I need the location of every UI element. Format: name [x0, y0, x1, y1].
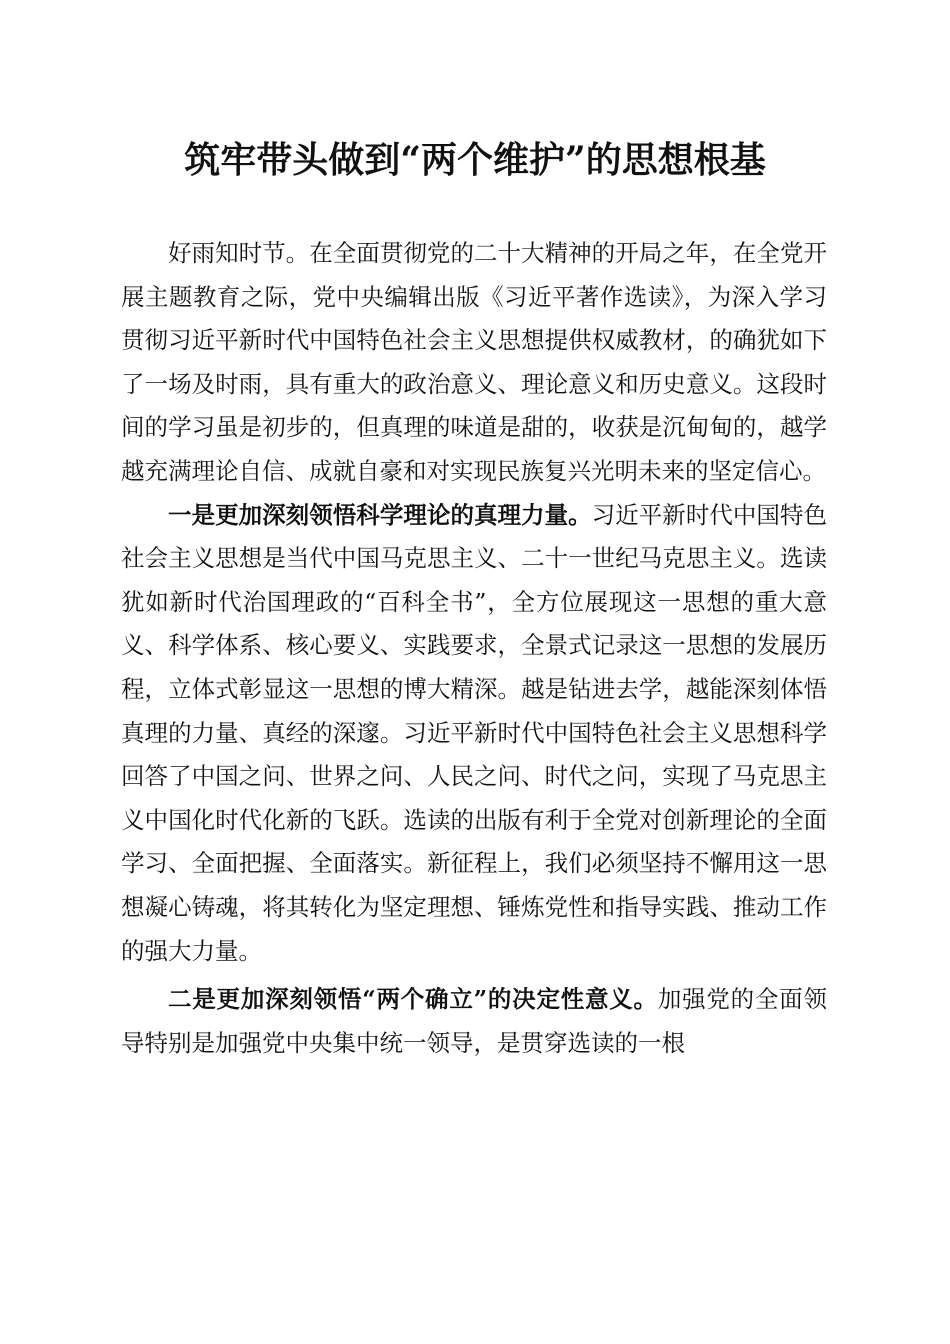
document-body: [121, 232, 827, 1065]
paragraph-point-two: [121, 978, 827, 1065]
paragraph-text: 好雨知时节。在全面贯彻党的二十大精神的开局之年，在全党开展主题教育之际，党中央编辑出版《习近平著作选读》，为深入学习贯彻习近平新时代中国特色社会主义思想提供权威教材，的确犹如下了一场及时雨，具有重大的政治意义、理论意义和历史意义。这段时间的学习虽是初步的，但真理的味道是甜的，收获是沉甸甸的，越学越充满理论自信、成就自豪和对实现民族复兴光明未来的坚定信心。: [121, 239, 827, 485]
paragraph-intro: [121, 232, 827, 494]
document-title: 筑牢带头做到“两个维护”的思想根基: [184, 139, 766, 181]
paragraph-point-one: [121, 494, 827, 974]
paragraph-text: 加强党的全面领导特别是加强党中央集中统一领导，是贯穿选读的一根: [121, 985, 827, 1057]
paragraph-text: 习近平新时代中国特色社会主义思想是当代中国马克思主义、二十一世纪马克思主义。选读犹如新时代治国理政的“百科全书”，全方位展现这一思想的重大意义、科学体系、核心要义、实践要求，全景式记录这一思想的发展历程，立体式彰显这一思想的博大精深。越是钻进去学，越能深刻体悟真理的力量、真经的深邃。习近平新时代中国特色社会主义思想科学回答了中国之问、世界之问、人民之问、时代之问，实现了马克思主义中国化时代化新的飞跃。选读的出版有利于全党对创新理论的全面学习、全面把握、全面落实。新征程上，我们必须坚持不懈用这一思想凝心铸魂，将其转化为坚定理想、锤炼党性和指导实践、推动工作的强大力量。: [121, 500, 828, 965]
paragraph-lead: 一是更加深刻领悟科学理论的真理力量。: [168, 500, 592, 529]
paragraph-lead: 二是更加深刻领悟“两个确立”的决定性意义。: [168, 985, 658, 1014]
